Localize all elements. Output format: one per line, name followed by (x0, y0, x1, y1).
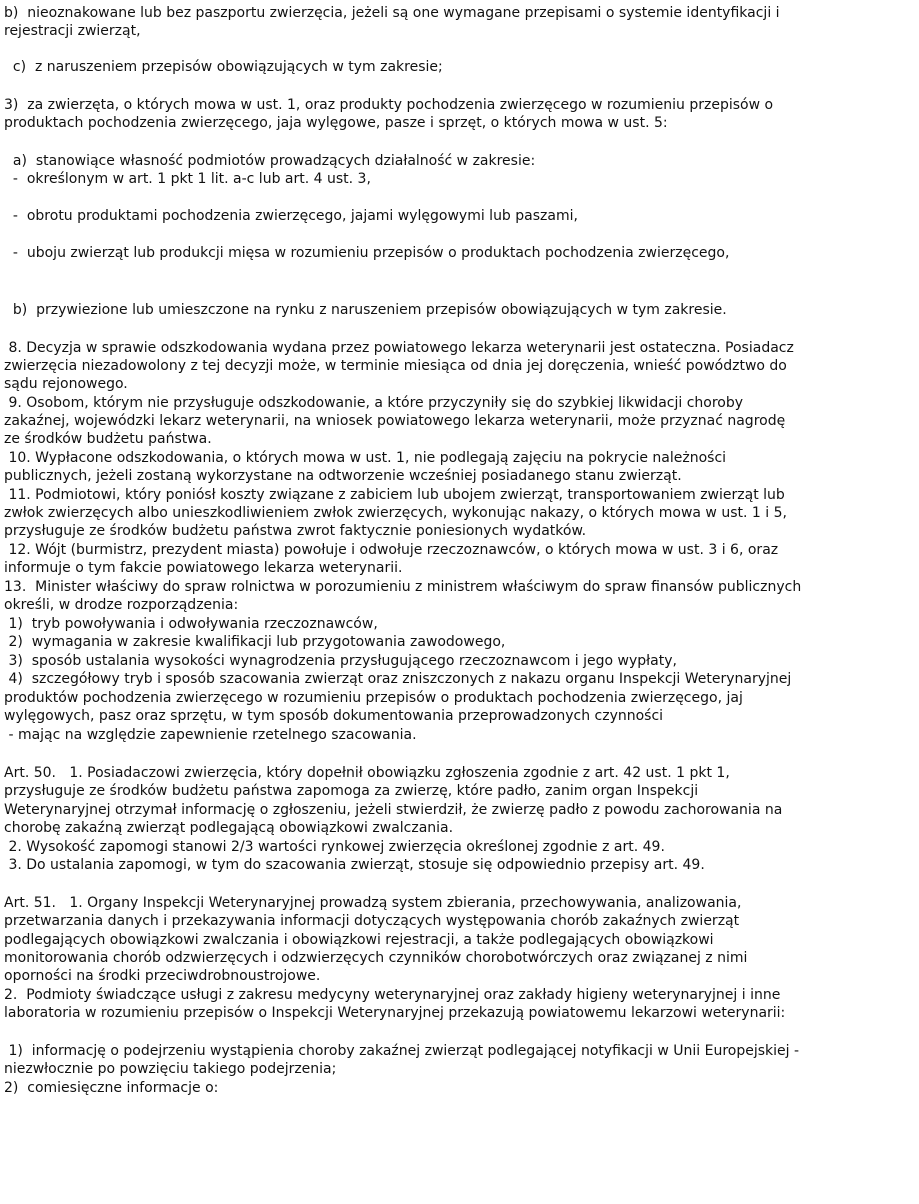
text-line: a) stanowiące własność podmiotów prowadzących działalność w zakresie: (4, 153, 536, 169)
text-line: informuje o tym fakcie powiatowego lekarza weterynarii. (4, 560, 403, 576)
text-line: c) z naruszeniem przepisów obowiązujących w tym zakresie; (4, 59, 443, 75)
text-line: 3. Do ustalania zapomogi, w tym do szacowania zwierząt, stosuje się odpowiednio przepisy art. 49. (4, 857, 705, 873)
text-line: 11. Podmiotowi, który poniósł koszty związane z zabiciem lub ubojem zwierząt, transportowaniem zwierząt lub (4, 487, 785, 503)
text-line: zakaźnej, wojewódzki lekarz weterynarii, na wniosek powiatowego lekarza weterynarii, może przyznać nagrodę (4, 413, 786, 429)
text-line: 12. Wójt (burmistrz, prezydent miasta) powołuje i odwołuje rzeczoznawców, o których mowa w ust. 3 i 6, oraz (4, 542, 779, 558)
text-line: - uboju zwierząt lub produkcji mięsa w rozumieniu przepisów o produktach pochodzenia zwierzęcego, (4, 245, 730, 261)
text-line: Art. 51. 1. Organy Inspekcji Weterynaryjnej prowadzą system zbierania, przechowywania, analizowania, (4, 895, 742, 911)
text-line: Weterynaryjnej otrzymał informację o zgłoszeniu, jeżeli stwierdził, że zwierzę padło z powodu zachorowania na (4, 802, 783, 818)
text-line: 8. Decyzja w sprawie odszkodowania wydana przez powiatowego lekarza weterynarii jest ostateczna. Posiadacz (4, 340, 794, 356)
text-line: 3) sposób ustalania wysokości wynagrodzenia przysługującego rzeczoznawcom i jego wypłaty, (4, 653, 677, 669)
text-line: 9. Osobom, którym nie przysługuje odszkodowanie, a które przyczyniły się do szybkiej likwidacji choroby (4, 395, 744, 411)
text-line: - określonym w art. 1 pkt 1 lit. a-c lub art. 4 ust. 3, (4, 171, 371, 187)
text-line: ze środków budżetu państwa. (4, 431, 212, 447)
text-line: laboratoria w rozumieniu przepisów o Inspekcji Weterynaryjnej przekazują powiatowemu lekarzowi weterynarii: (4, 1005, 786, 1021)
text-line: 1) informację o podejrzeniu wystąpienia choroby zakaźnej zwierząt podlegającej notyfikacji w Unii Europejskiej - (4, 1043, 800, 1059)
text-line: Art. 50. 1. Posiadaczowi zwierzęcia, który dopełnił obowiązku zgłoszenia zgodnie z art. 42 ust. 1 pkt 1, (4, 765, 730, 781)
text-line: publicznych, jeżeli zostaną wykorzystane na odtworzenie wcześniej posiadanego stanu zwierząt. (4, 468, 682, 484)
text-line: b) nieoznakowane lub bez paszportu zwierzęcia, jeżeli są one wymagane przepisami o systemie identyfikacji i (4, 5, 780, 21)
text-line: zwłok zwierzęcych albo unieszkodliwieniem zwłok zwierzęcych, wykonując nakazy, o których mowa w ust. 1 i 5, (4, 505, 787, 521)
text-line: przysługuje ze środków budżetu państwa zapomoga za zwierzę, które padło, zanim organ Inspekcji (4, 783, 699, 799)
text-line: oporności na środki przeciwdrobnoustrojowe. (4, 968, 321, 984)
text-line: 4) szczegółowy tryb i sposób szacowania zwierząt oraz zniszczonych z nakazu organu Inspekcji Weterynaryjnej (4, 671, 792, 687)
text-line: niezwłocznie po powzięciu takiego podejrzenia; (4, 1061, 337, 1077)
text-line: 3) za zwierzęta, o których mowa w ust. 1, oraz produkty pochodzenia zwierzęcego w rozumieniu przepisów o (4, 97, 774, 113)
text-line: produktach pochodzenia zwierzęcego, jaja wylęgowe, pasze i sprzęt, o których mowa w ust. 5: (4, 115, 668, 131)
text-line: podlegających obowiązkowi zwalczania i obowiązkowi rejestracji, a także podlegających obowiązkowi (4, 932, 714, 948)
text-line: b) przywiezione lub umieszczone na rynku z naruszeniem przepisów obowiązujących w tym zakresie. (4, 302, 727, 318)
text-line: zwierzęcia niezadowolony z tej decyzji może, w terminie miesiąca od dnia jej doręczenia, wnieść powództwo do (4, 358, 787, 374)
text-line: wylęgowych, pasz oraz sprzętu, w tym sposób dokumentowania przeprowadzonych czynności (4, 708, 664, 724)
text-line: 2. Podmioty świadczące usługi z zakresu medycyny weterynaryjnej oraz zakłady higieny weterynaryjnej i inne (4, 987, 781, 1003)
text-line: monitorowania chorób odzwierzęcych i odzwierzęcych czynników chorobotwórczych oraz związanej z nimi (4, 950, 748, 966)
text-line: 2) comiesięczne informacje o: (4, 1080, 219, 1096)
text-line: produktów pochodzenia zwierzęcego w rozumieniu przepisów o produktach pochodzenia zwierzęcego, jaj (4, 690, 743, 706)
text-line: 13. Minister właściwy do spraw rolnictwa w porozumieniu z ministrem właściwym do spraw finansów publicznych (4, 579, 802, 595)
text-line: 2) wymagania w zakresie kwalifikacji lub przygotowania zawodowego, (4, 634, 506, 650)
text-line: przetwarzania danych i przekazywania informacji dotyczących występowania chorób zakaźnych zwierząt (4, 913, 740, 929)
text-line: sądu rejonowego. (4, 376, 128, 392)
text-line: - obrotu produktami pochodzenia zwierzęcego, jajami wylęgowymi lub paszami, (4, 208, 578, 224)
text-line: określi, w drodze rozporządzenia: (4, 597, 239, 613)
text-line: - mając na względzie zapewnienie rzetelnego szacowania. (4, 727, 417, 743)
text-line: 2. Wysokość zapomogi stanowi 2/3 wartości rynkowej zwierzęcia określonej zgodnie z art. 49. (4, 839, 665, 855)
text-line: rejestracji zwierząt, (4, 23, 141, 39)
text-line: 1) tryb powoływania i odwoływania rzeczoznawców, (4, 616, 378, 632)
text-line: 10. Wypłacone odszkodowania, o których mowa w ust. 1, nie podlegają zajęciu na pokrycie należności (4, 450, 727, 466)
text-line: przysługuje ze środków budżetu państwa zwrot faktycznie poniesionych wydatków. (4, 523, 587, 539)
text-line: chorobę zakaźną zwierząt podlegającą obowiązkowi zwalczania. (4, 820, 454, 836)
